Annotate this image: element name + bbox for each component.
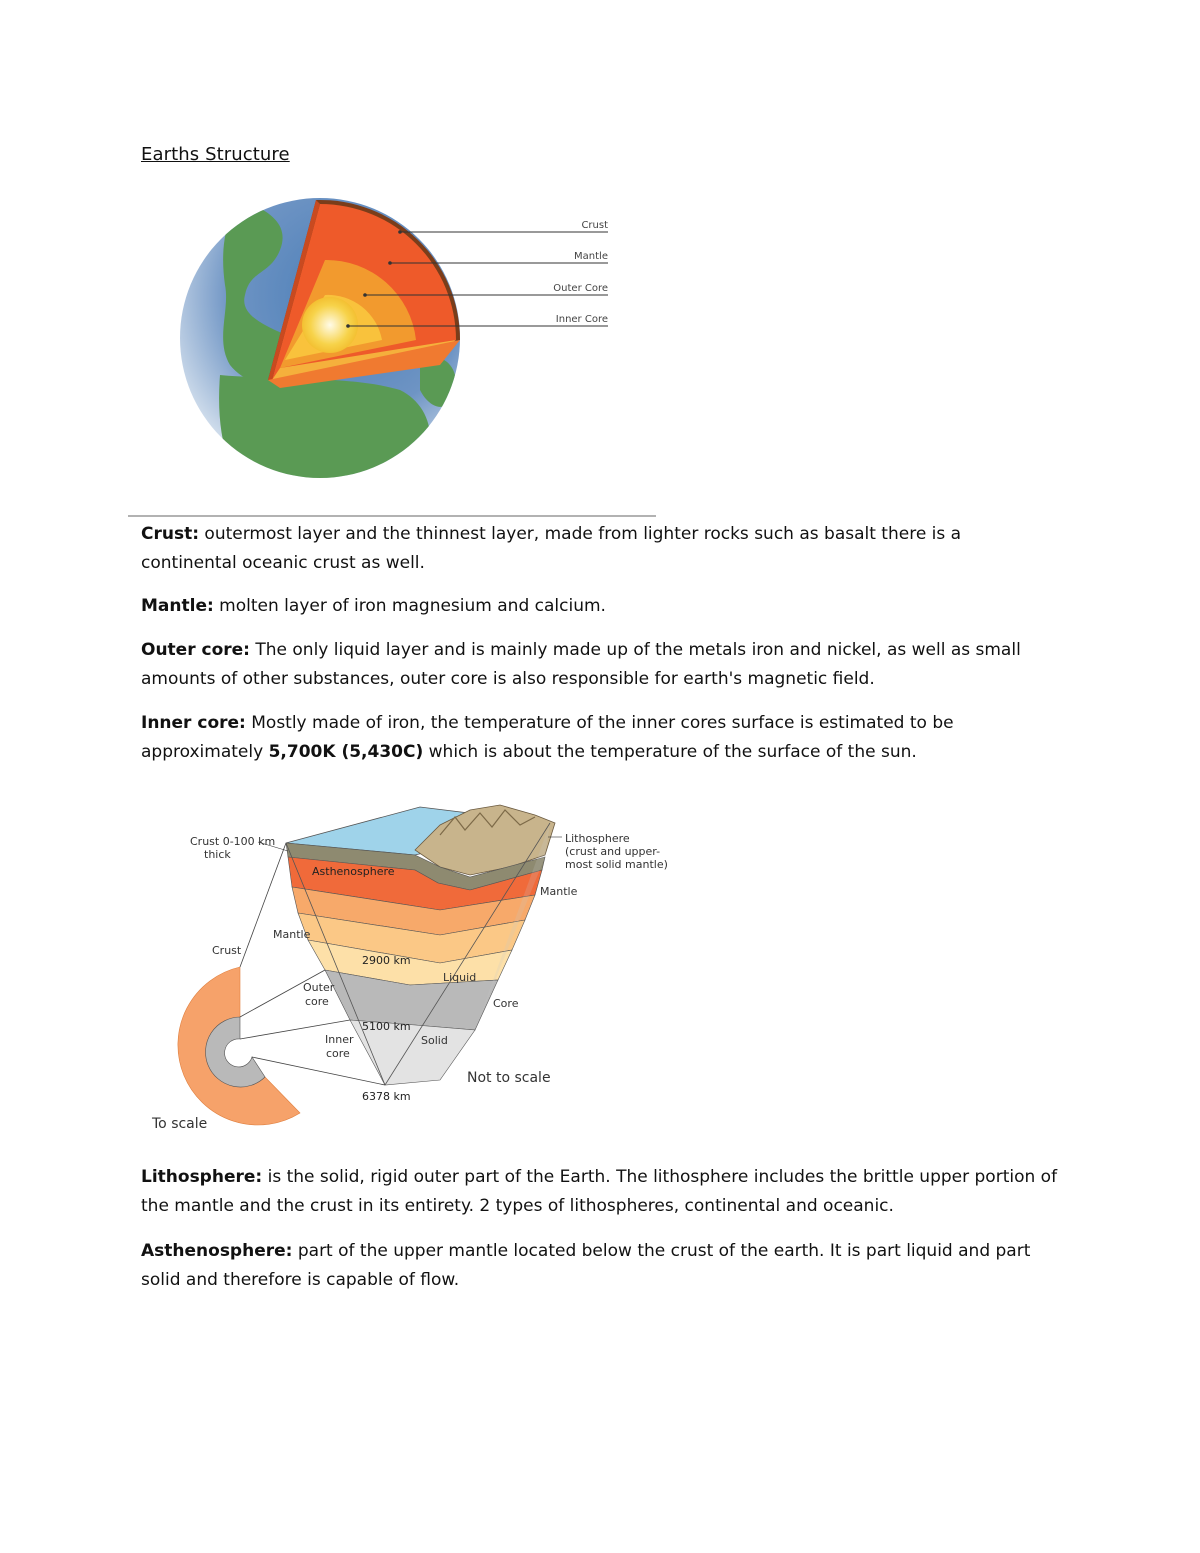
label-6378-km: 6378 km [362, 1090, 411, 1103]
term-lithosphere: Lithosphere: [141, 1167, 263, 1187]
label-outer-core: Outer Core [553, 283, 608, 294]
label-outer-core-2: core [305, 995, 329, 1008]
label-lithosphere-2: (crust and upper- [565, 845, 661, 858]
label-inner-core-2: core [326, 1047, 350, 1060]
document-title: Earths Structure [141, 144, 290, 165]
paragraph-lithosphere [141, 1163, 1061, 1221]
term-asthenosphere: Asthenosphere: [141, 1241, 293, 1261]
definition-crust: outermost layer and the thinnest layer, made from lighter rocks such as basalt there is a continental oceanic crust as well. [141, 524, 962, 573]
definition-inner-core-end: which is about the temperature of the surface of the sun. [423, 742, 917, 762]
label-crust: Crust [212, 944, 242, 957]
label-lithosphere-1: Lithosphere [565, 832, 630, 845]
paragraph-mantle [141, 592, 1061, 621]
label-not-to-scale: Not to scale [467, 1070, 551, 1086]
inner-core-temperature: 5,700K (5,430C) [268, 742, 424, 762]
label-2900-km: 2900 km [362, 954, 411, 967]
label-lithosphere-3: most solid mantle) [565, 858, 668, 871]
definition-outer-core: The only liquid layer and is mainly made up of the metals iron and nickel, as well as small amounts of other substances, outer core is also responsible for earth's magnetic field. [141, 640, 1021, 689]
definition-asthenosphere: part of the upper mantle located below the crust of the earth. It is part liquid and part solid and therefore is capable of flow. [141, 1241, 1031, 1290]
inner-core-glow [302, 297, 358, 353]
term-outer-core: Outer core: [141, 640, 250, 660]
term-inner-core: Inner core: [141, 713, 246, 733]
definition-lithosphere: is the solid, rigid outer part of the Earth. The lithosphere includes the brittle upper portion of the mantle and the crust in its entirety. 2 types of lithospheres, continental and oceanic. [141, 1167, 1058, 1216]
label-asthenosphere: Asthenosphere [312, 865, 395, 878]
paragraph-outer-core [141, 636, 1061, 694]
definition-inner-core: Mostly made of iron, the temperature of the inner cores surface is estimated to be approximately [141, 713, 954, 762]
label-5100-km: 5100 km [362, 1020, 411, 1033]
label-crust: Crust [581, 220, 608, 231]
land-africa [219, 375, 430, 514]
label-core: Core [493, 997, 519, 1010]
label-crust-thick-1: Crust 0-100 km [190, 835, 276, 848]
term-crust: Crust: [141, 524, 200, 544]
label-mantle-right: Mantle [540, 885, 578, 898]
definition-mantle: molten layer of iron magnesium and calcium. [213, 596, 606, 616]
label-mantle-left: Mantle [273, 928, 311, 941]
paragraph-inner-core [141, 709, 1061, 767]
label-liquid: Liquid [443, 971, 477, 984]
earth-cutaway-figure [120, 190, 660, 520]
earth-layers-figure [140, 795, 680, 1140]
label-inner-core-1: Inner [325, 1033, 354, 1046]
to-scale-mantle-ring [178, 967, 300, 1125]
label-outer-core-1: Outer [303, 981, 335, 994]
label-to-scale: To scale [152, 1116, 208, 1132]
paragraph-asthenosphere [141, 1237, 1061, 1295]
label-crust-thick-2: thick [204, 848, 231, 861]
term-mantle: Mantle: [141, 596, 214, 616]
label-inner-core: Inner Core [555, 314, 608, 325]
label-mantle: Mantle [574, 251, 608, 262]
paragraph-crust [141, 520, 1061, 578]
label-solid: Solid [421, 1034, 448, 1047]
